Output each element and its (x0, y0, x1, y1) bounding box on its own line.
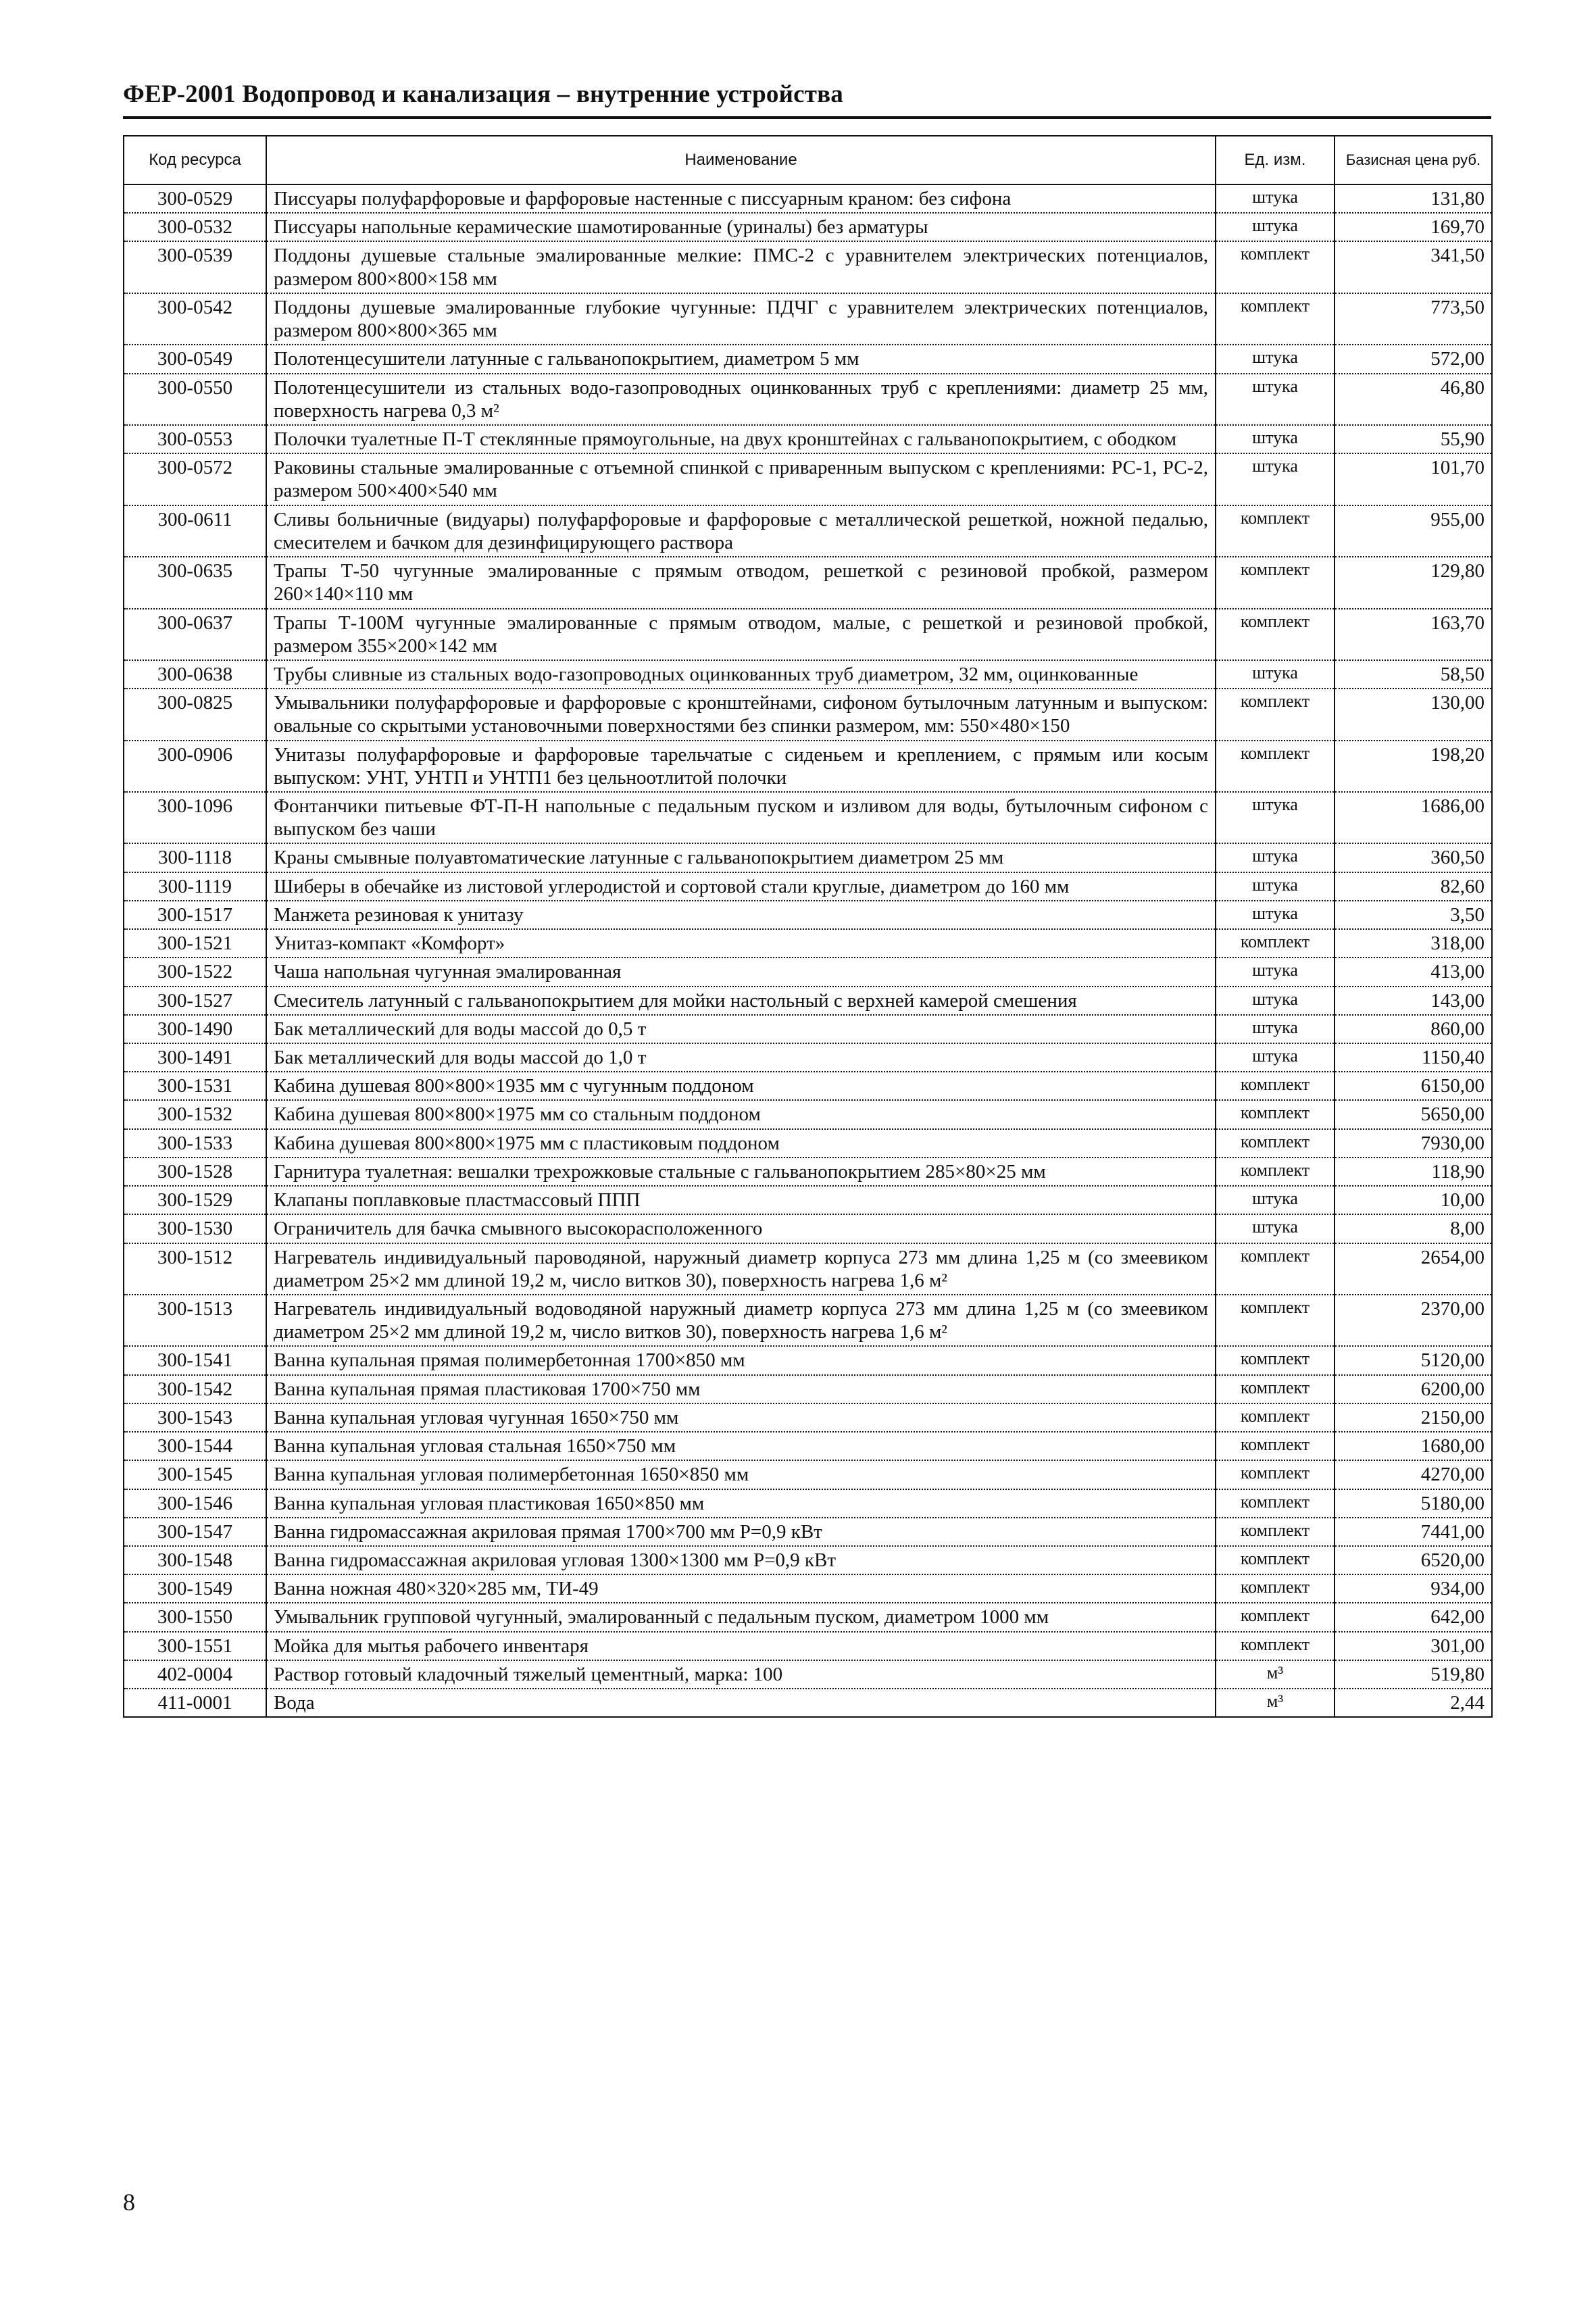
table-row (124, 293, 1492, 345)
resource-name-cell: Трапы Т-50 чугунные эмалированные с прямым отводом, решеткой с резиновой пробкой, размером 260×140×110 мм (266, 557, 1216, 608)
unit-cell: комплект (1216, 1243, 1335, 1295)
table-body (124, 184, 1492, 1717)
resource-name-cell: Полочки туалетные П-Т стеклянные прямоугольные, на двух кронштейнах с гальванопокрытием, с ободком (266, 425, 1216, 453)
resource-name-cell: Унитазы полуфарфоровые и фарфоровые тарельчатые с сиденьем и креплением, с прямым или косым выпуском: УНТ, УНТП и УНТП1 без цельноотлитой полочки (266, 741, 1216, 792)
price-cell: 169,70 (1335, 213, 1492, 241)
resource-code-cell: 300-1528 (124, 1158, 266, 1186)
resource-name-cell: Манжета резиновая к унитазу (266, 901, 1216, 929)
price-cell: 7930,00 (1335, 1129, 1492, 1158)
unit-cell: штука (1216, 1015, 1335, 1043)
unit-cell: комплект (1216, 1346, 1335, 1374)
resource-name-cell: Трубы сливные из стальных водо-газопроводных оцинкованных труб диаметром, 32 мм, оцинкованные (266, 660, 1216, 689)
resource-code-cell: 300-1543 (124, 1403, 266, 1432)
resource-code-cell: 300-1541 (124, 1346, 266, 1374)
resource-name-cell: Умывальник групповой чугунный, эмалированный с педальным пуском, диаметром 1000 мм (266, 1603, 1216, 1631)
unit-cell: комплект (1216, 689, 1335, 740)
unit-cell: штука (1216, 1214, 1335, 1243)
resource-code-cell: 300-1533 (124, 1129, 266, 1158)
resource-code-cell: 300-0611 (124, 505, 266, 557)
table-row (124, 1295, 1492, 1346)
resource-code-cell: 300-1547 (124, 1518, 266, 1546)
table-row (124, 1518, 1492, 1546)
unit-cell: комплект (1216, 1518, 1335, 1546)
resource-code-cell: 402-0004 (124, 1660, 266, 1689)
unit-cell: штука (1216, 1043, 1335, 1072)
unit-cell: штука (1216, 792, 1335, 843)
resource-code-cell: 300-1517 (124, 901, 266, 929)
resource-name-cell: Нагреватель индивидуальный водоводяной наружный диаметр корпуса 273 мм длина 1,25 м (со змеевиком диаметром 25×2 мм длиной 19,2 м, число витков 30), поверхность нагрева 1,6 м² (266, 1295, 1216, 1346)
price-cell: 4270,00 (1335, 1460, 1492, 1489)
unit-cell: комплект (1216, 1129, 1335, 1158)
resource-code-cell: 300-1490 (124, 1015, 266, 1043)
unit-cell: комплект (1216, 293, 1335, 345)
resource-code-cell: 300-1522 (124, 957, 266, 986)
resource-name-cell: Кабина душевая 800×800×1975 мм со стальным поддоном (266, 1100, 1216, 1128)
table-row (124, 1072, 1492, 1100)
resource-code-cell: 300-1532 (124, 1100, 266, 1128)
unit-cell: комплект (1216, 1432, 1335, 1460)
unit-cell: штука (1216, 374, 1335, 425)
price-cell: 198,20 (1335, 741, 1492, 792)
table-row (124, 1243, 1492, 1295)
unit-cell: комплект (1216, 1460, 1335, 1489)
unit-cell: штука (1216, 1186, 1335, 1214)
unit-cell: комплект (1216, 1632, 1335, 1660)
resource-name-cell: Поддоны душевые стальные эмалированные мелкие: ПМС-2 с уравнителем электрических потенциалов, размером 800×800×158 мм (266, 241, 1216, 293)
unit-cell: комплект (1216, 1295, 1335, 1346)
resource-code-cell: 300-0550 (124, 374, 266, 425)
resource-name-cell: Полотенцесушители из стальных водо-газопроводных оцинкованных труб с креплениями: диаметр 25 мм, поверхность нагрева 0,3 м² (266, 374, 1216, 425)
resource-code-cell: 300-0638 (124, 660, 266, 689)
column-header-unit: Ед. изм. (1216, 136, 1335, 184)
price-cell: 2,44 (1335, 1689, 1492, 1717)
resource-name-cell: Смеситель латунный с гальванопокрытием для мойки настольный с верхней камерой смешения (266, 987, 1216, 1015)
resource-name-cell: Ванна купальная угловая чугунная 1650×750 мм (266, 1403, 1216, 1432)
resource-name-cell: Ванна гидромассажная акриловая угловая 1300×1300 мм Р=0,9 кВт (266, 1546, 1216, 1574)
unit-cell: штука (1216, 987, 1335, 1015)
price-cell: 6150,00 (1335, 1072, 1492, 1100)
resource-code-cell: 300-1548 (124, 1546, 266, 1574)
resource-code-cell: 300-1551 (124, 1632, 266, 1660)
resource-code-cell: 411-0001 (124, 1689, 266, 1717)
resource-code-cell: 300-1544 (124, 1432, 266, 1460)
resource-code-cell: 300-0637 (124, 609, 266, 660)
table-row (124, 213, 1492, 241)
resource-name-cell: Унитаз-компакт «Комфорт» (266, 929, 1216, 957)
table-row (124, 1214, 1492, 1243)
unit-cell: комплект (1216, 1574, 1335, 1603)
unit-cell: комплект (1216, 929, 1335, 957)
resource-name-cell: Ванна купальная прямая полимербетонная 1700×850 мм (266, 1346, 1216, 1374)
header-rule (123, 116, 1491, 119)
price-cell: 2654,00 (1335, 1243, 1492, 1295)
table-row (124, 792, 1492, 843)
resource-name-cell: Ванна купальная прямая пластиковая 1700×750 мм (266, 1375, 1216, 1403)
resource-code-cell: 300-1096 (124, 792, 266, 843)
price-cell: 1680,00 (1335, 1432, 1492, 1460)
price-cell: 8,00 (1335, 1214, 1492, 1243)
price-cell: 10,00 (1335, 1186, 1492, 1214)
table-row (124, 505, 1492, 557)
table-row (124, 557, 1492, 608)
table-row (124, 1186, 1492, 1214)
unit-cell: м³ (1216, 1660, 1335, 1689)
price-cell: 130,00 (1335, 689, 1492, 740)
price-cell: 46,80 (1335, 374, 1492, 425)
unit-cell: штука (1216, 901, 1335, 929)
price-cell: 860,00 (1335, 1015, 1492, 1043)
table-row (124, 1403, 1492, 1432)
resource-name-cell: Ванна ножная 480×320×285 мм, ТИ-49 (266, 1574, 1216, 1603)
table-row (124, 1632, 1492, 1660)
resource-code-cell: 300-1550 (124, 1603, 266, 1631)
unit-cell: штука (1216, 213, 1335, 241)
table-row (124, 1660, 1492, 1689)
resource-name-cell: Чаша напольная чугунная эмалированная (266, 957, 1216, 986)
resource-name-cell: Гарнитура туалетная: вешалки трехрожковые стальные с гальванопокрытием 285×80×25 мм (266, 1158, 1216, 1186)
resource-name-cell: Ванна купальная угловая пластиковая 1650×850 мм (266, 1489, 1216, 1518)
table-row (124, 1375, 1492, 1403)
resource-name-cell: Нагреватель индивидуальный пароводяной, наружный диаметр корпуса 273 мм длина 1,25 м (со змеевиком диаметром 25×2 мм длиной 19,2 м, число витков 30), поверхность нагрева 1,6 м² (266, 1243, 1216, 1295)
price-cell: 6520,00 (1335, 1546, 1492, 1574)
table-row (124, 1043, 1492, 1072)
table-row (124, 987, 1492, 1015)
price-cell: 301,00 (1335, 1632, 1492, 1660)
unit-cell: штука (1216, 957, 1335, 986)
resource-code-cell: 300-1513 (124, 1295, 266, 1346)
resource-code-cell: 300-1530 (124, 1214, 266, 1243)
resource-name-cell: Ограничитель для бачка смывного высокорасположенного (266, 1214, 1216, 1243)
price-cell: 519,80 (1335, 1660, 1492, 1689)
table-header-row (124, 136, 1492, 184)
resource-name-cell: Бак металлический для воды массой до 1,0 т (266, 1043, 1216, 1072)
unit-cell: комплект (1216, 1072, 1335, 1100)
table-row (124, 1432, 1492, 1460)
resource-code-cell: 300-0532 (124, 213, 266, 241)
table-row (124, 1346, 1492, 1374)
resource-code-cell: 300-1545 (124, 1460, 266, 1489)
price-cell: 642,00 (1335, 1603, 1492, 1631)
resource-name-cell: Клапаны поплавковые пластмассовый ППП (266, 1186, 1216, 1214)
resource-code-cell: 300-1542 (124, 1375, 266, 1403)
resource-price-table (123, 135, 1493, 1718)
unit-cell: комплект (1216, 741, 1335, 792)
table-row (124, 374, 1492, 425)
table-row (124, 957, 1492, 986)
unit-cell: штука (1216, 345, 1335, 373)
table-row (124, 425, 1492, 453)
resource-code-cell: 300-0906 (124, 741, 266, 792)
resource-name-cell: Кабина душевая 800×800×1935 мм с чугунным поддоном (266, 1072, 1216, 1100)
resource-code-cell: 300-0553 (124, 425, 266, 453)
unit-cell: комплект (1216, 1158, 1335, 1186)
table-row (124, 345, 1492, 373)
table-row (124, 609, 1492, 660)
unit-cell: штука (1216, 425, 1335, 453)
resource-name-cell: Вода (266, 1689, 1216, 1717)
table-row (124, 1574, 1492, 1603)
table-row (124, 241, 1492, 293)
table-row (124, 1546, 1492, 1574)
table-row (124, 1489, 1492, 1518)
resource-name-cell: Писсуары полуфарфоровые и фарфоровые настенные с писсуарным краном: без сифона (266, 184, 1216, 213)
table-row (124, 1100, 1492, 1128)
resource-code-cell: 300-1521 (124, 929, 266, 957)
unit-cell: штука (1216, 453, 1335, 505)
unit-cell: комплект (1216, 505, 1335, 557)
table-row (124, 1158, 1492, 1186)
resource-code-cell: 300-1527 (124, 987, 266, 1015)
column-header-code: Код ресурса (124, 136, 266, 184)
page-number: 8 (123, 2189, 135, 2216)
resource-code-cell: 300-1529 (124, 1186, 266, 1214)
price-cell: 163,70 (1335, 609, 1492, 660)
unit-cell: штука (1216, 660, 1335, 689)
unit-cell: штука (1216, 872, 1335, 901)
unit-cell: м³ (1216, 1689, 1335, 1717)
table-row (124, 1603, 1492, 1631)
resource-code-cell: 300-0539 (124, 241, 266, 293)
price-cell: 7441,00 (1335, 1518, 1492, 1546)
resource-name-cell: Фонтанчики питьевые ФТ-П-Н напольные с педальным пуском и изливом для воды, бутылочным сифоном с выпуском без чаши (266, 792, 1216, 843)
price-cell: 6200,00 (1335, 1375, 1492, 1403)
price-cell: 5650,00 (1335, 1100, 1492, 1128)
table-row (124, 660, 1492, 689)
resource-code-cell: 300-1549 (124, 1574, 266, 1603)
unit-cell: штука (1216, 184, 1335, 213)
unit-cell: комплект (1216, 241, 1335, 293)
table-row (124, 453, 1492, 505)
resource-name-cell: Бак металлический для воды массой до 0,5 т (266, 1015, 1216, 1043)
table-row (124, 1460, 1492, 1489)
price-cell: 118,90 (1335, 1158, 1492, 1186)
unit-cell: комплект (1216, 609, 1335, 660)
price-cell: 5120,00 (1335, 1346, 1492, 1374)
resource-code-cell: 300-1546 (124, 1489, 266, 1518)
price-cell: 101,70 (1335, 453, 1492, 505)
unit-cell: комплект (1216, 1403, 1335, 1432)
resource-name-cell: Раковины стальные эмалированные с отъемной спинкой с приваренным выпуском с креплениями: РС-1, РС-2, размером 500×400×540 мм (266, 453, 1216, 505)
table-row (124, 1129, 1492, 1158)
resource-name-cell: Раствор готовый кладочный тяжелый цементный, марка: 100 (266, 1660, 1216, 1689)
price-cell: 5180,00 (1335, 1489, 1492, 1518)
resource-name-cell: Трапы Т-100М чугунные эмалированные с прямым отводом, малые, с решеткой и резиновой пробкой, размером 355×200×142 мм (266, 609, 1216, 660)
price-cell: 1150,40 (1335, 1043, 1492, 1072)
table-row (124, 901, 1492, 929)
price-cell: 360,50 (1335, 843, 1492, 872)
table-row (124, 184, 1492, 213)
price-cell: 143,00 (1335, 987, 1492, 1015)
table-row (124, 872, 1492, 901)
unit-cell: комплект (1216, 1546, 1335, 1574)
price-cell: 1686,00 (1335, 792, 1492, 843)
price-cell: 955,00 (1335, 505, 1492, 557)
table-row (124, 689, 1492, 740)
resource-code-cell: 300-1491 (124, 1043, 266, 1072)
resource-code-cell: 300-0529 (124, 184, 266, 213)
table-row (124, 741, 1492, 792)
table-row (124, 929, 1492, 957)
price-cell: 3,50 (1335, 901, 1492, 929)
price-cell: 934,00 (1335, 1574, 1492, 1603)
resource-code-cell: 300-0635 (124, 557, 266, 608)
resource-name-cell: Умывальники полуфарфоровые и фарфоровые с кронштейнами, сифоном бутылочным латунным и выпуском: овальные со скрытыми установочными поверхностями без спинки размером, мм: 550×480×150 (266, 689, 1216, 740)
table-row (124, 1689, 1492, 1717)
resource-name-cell: Мойка для мытья рабочего инвентаря (266, 1632, 1216, 1660)
price-cell: 572,00 (1335, 345, 1492, 373)
table-row (124, 843, 1492, 872)
price-cell: 131,80 (1335, 184, 1492, 213)
price-cell: 2150,00 (1335, 1403, 1492, 1432)
price-cell: 773,50 (1335, 293, 1492, 345)
price-cell: 341,50 (1335, 241, 1492, 293)
resource-code-cell: 300-0542 (124, 293, 266, 345)
resource-name-cell: Краны смывные полуавтоматические латунные с гальванопокрытием диаметром 25 мм (266, 843, 1216, 872)
resource-code-cell: 300-1531 (124, 1072, 266, 1100)
resource-name-cell: Поддоны душевые эмалированные глубокие чугунные: ПДЧГ с уравнителем электрических потенциалов, размером 800×800×365 мм (266, 293, 1216, 345)
price-cell: 318,00 (1335, 929, 1492, 957)
resource-code-cell: 300-1119 (124, 872, 266, 901)
resource-code-cell: 300-0549 (124, 345, 266, 373)
resource-name-cell: Сливы больничные (видуары) полуфарфоровые и фарфоровые с металлической решеткой, ножной педалью, смесителем и бачком для дезинфицирующего раствора (266, 505, 1216, 557)
unit-cell: комплект (1216, 1489, 1335, 1518)
page-title: ФЕР-2001 Водопровод и канализация – внутренние устройства (123, 80, 843, 108)
price-cell: 2370,00 (1335, 1295, 1492, 1346)
resource-name-cell: Шиберы в обечайке из листовой углеродистой и сортовой стали круглые, диаметром до 160 мм (266, 872, 1216, 901)
resource-name-cell: Полотенцесушители латунные с гальванопокрытием, диаметром 5 мм (266, 345, 1216, 373)
price-cell: 55,90 (1335, 425, 1492, 453)
price-cell: 413,00 (1335, 957, 1492, 986)
unit-cell: комплект (1216, 1100, 1335, 1128)
resource-name-cell: Ванна гидромассажная акриловая прямая 1700×700 мм Р=0,9 кВт (266, 1518, 1216, 1546)
unit-cell: комплект (1216, 1603, 1335, 1631)
resource-name-cell: Ванна купальная угловая полимербетонная 1650×850 мм (266, 1460, 1216, 1489)
column-header-price: Базисная цена руб. (1335, 136, 1492, 184)
price-cell: 58,50 (1335, 660, 1492, 689)
table-row (124, 1015, 1492, 1043)
price-cell: 82,60 (1335, 872, 1492, 901)
resource-name-cell: Писсуары напольные керамические шамотированные (уриналы) без арматуры (266, 213, 1216, 241)
resource-name-cell: Кабина душевая 800×800×1975 мм с пластиковым поддоном (266, 1129, 1216, 1158)
resource-code-cell: 300-0825 (124, 689, 266, 740)
resource-name-cell: Ванна купальная угловая стальная 1650×750 мм (266, 1432, 1216, 1460)
resource-code-cell: 300-1118 (124, 843, 266, 872)
resource-code-cell: 300-1512 (124, 1243, 266, 1295)
price-cell: 129,80 (1335, 557, 1492, 608)
unit-cell: комплект (1216, 557, 1335, 608)
resource-code-cell: 300-0572 (124, 453, 266, 505)
column-header-name: Наименование (266, 136, 1216, 184)
unit-cell: штука (1216, 843, 1335, 872)
unit-cell: комплект (1216, 1375, 1335, 1403)
